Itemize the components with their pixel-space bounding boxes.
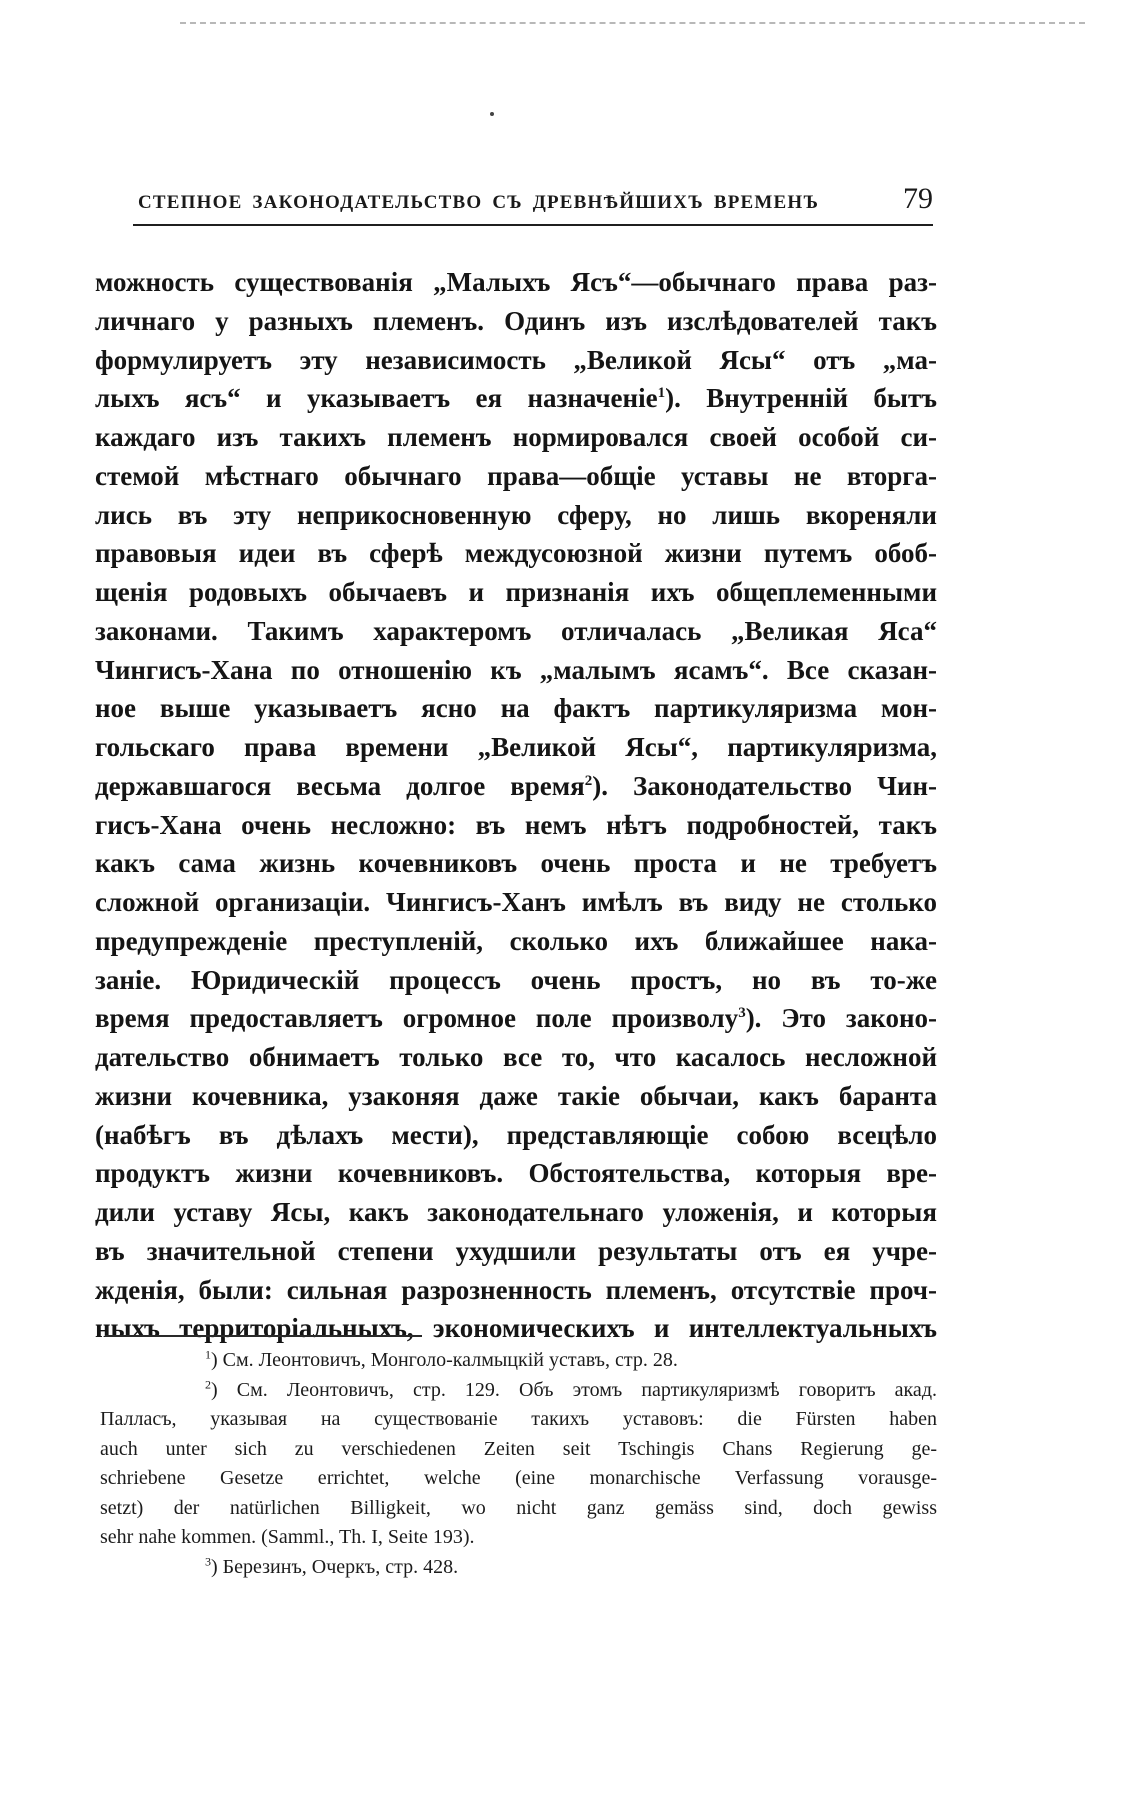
text-line — [95, 767, 937, 806]
text-line — [95, 379, 937, 418]
text-line: продуктъ жизни кочевниковъ. Обстоятельства, которыя вре- — [95, 1158, 937, 1189]
text-segment: ). Это законо- — [745, 1003, 937, 1034]
footnote-number: 2 — [205, 1376, 211, 1391]
page-number: 79 — [903, 182, 933, 215]
text-line: жденія, были: сильная разрозненность племенъ, отсутствіе проч- — [95, 1274, 937, 1305]
header-rule — [133, 224, 933, 226]
text-line: предупрежденіе преступленій, сколько ихъ ближайшее нака- — [95, 925, 937, 956]
text-line: сложной организаціи. Чингисъ-Ханъ имѣлъ въ виду не столько — [95, 887, 937, 917]
footnote-line: sehr nahe kommen. (Samml., Th. I, Seite 193). — [100, 1526, 475, 1548]
footnote-text: ) Березинъ, Очеркъ, стр. 428. — [211, 1555, 459, 1578]
text-segment: лыхъ ясъ“ и указываетъ ея назначеніе — [95, 383, 658, 414]
footnotes — [100, 1346, 937, 1582]
text-line: гисъ-Хана очень несложно: въ немъ нѣтъ подробностей, такъ — [95, 809, 937, 840]
footnote-line: Палласъ, указывая на существованіе такихъ уставовъ: die Fürsten haben — [100, 1408, 937, 1430]
text-line: жизни кочевника, узаконяя даже такіе обычаи, какъ баранта — [95, 1080, 937, 1111]
footnote-text: ) См. Леонтовичъ, Монголо-калмыцкій уставъ, стр. 28. — [211, 1349, 678, 1371]
main-text — [95, 263, 937, 1348]
footnote-ref-3[interactable]: 3 — [738, 1005, 746, 1022]
text-line: формулируетъ эту независимость „Великой Ясы“ отъ „ма- — [95, 344, 937, 375]
print-speck — [490, 112, 494, 116]
text-line: заніе. Юридическій процессъ очень простъ, но въ то-же — [95, 964, 937, 995]
footnote-number: 3 — [205, 1553, 211, 1568]
page-header — [133, 182, 933, 226]
text-line: въ значительной степени ухудшили результаты отъ ея учре- — [95, 1235, 937, 1266]
text-line: щенія родовыхъ обычаевъ и признанія ихъ общеплеменными — [95, 577, 937, 607]
footnote-separator — [105, 1335, 422, 1337]
text-line: ное выше указываетъ ясно на фактъ партикуляризма мон- — [95, 693, 937, 724]
text-segment: державшагося весьма долгое время — [95, 770, 585, 801]
text-line: каждаго изъ такихъ племенъ нормировался своей особой си- — [95, 422, 937, 452]
text-line: законами. Такимъ характеромъ отличалась „Великая Яса“ — [95, 615, 937, 646]
footnote-1 — [100, 1346, 937, 1376]
footnote-line: schriebene Gesetze errichtet, welche (eine monarchische Verfassung vorausge- — [100, 1467, 937, 1489]
footnote-ref-2[interactable]: 2 — [584, 772, 593, 789]
text-line: какъ сама жизнь кочевниковъ очень проста и не требуетъ — [95, 848, 937, 879]
text-line: (набѣгъ въ дѣлахъ мести), представляющіе собою всецѣло — [95, 1119, 937, 1150]
text-line: дили уставу Ясы, какъ законодательнаго уложенія, и которыя — [95, 1197, 937, 1227]
footnote-2 — [100, 1376, 937, 1406]
footnote-3 — [100, 1553, 937, 1583]
text-line: ныхъ территоріальныхъ, экономическихъ и интеллектуальныхъ — [95, 1313, 937, 1344]
text-line: дательство обнимаетъ только все то, что касалось несложной — [95, 1042, 937, 1072]
text-line: личнаго у разныхъ племенъ. Одинъ изъ изслѣдователей такъ — [95, 305, 937, 336]
text-segment: время предоставляетъ огромное поле произволу — [95, 1003, 739, 1034]
text-segment: ). Законодательство Чин- — [592, 770, 937, 801]
text-line: Чингисъ-Хана по отношенію къ „малымъ ясамъ“. Все сказан- — [95, 654, 937, 685]
footnote-text: ) См. Леонтовичъ, стр. 129. Объ этомъ партикуляризмѣ говоритъ акад. — [211, 1378, 937, 1401]
text-line — [95, 999, 937, 1038]
footnote-number: 1 — [205, 1347, 211, 1362]
footnote-line: auch unter sich zu verschiedenen Zeiten seit Tschingis Chans Regierung ge- — [100, 1437, 937, 1460]
text-segment: ). Внутренній бытъ — [665, 383, 937, 414]
footnote-line: setzt) der natürlichen Billigkeit, wo nicht ganz gemäss sind, doch gewiss — [100, 1496, 937, 1519]
text-line: лись въ эту неприкосновенную сферу, но лишь вкореняли — [95, 499, 937, 530]
footnote-ref-1[interactable]: 1 — [657, 385, 666, 402]
text-line: стемой мѣстнаго обычнаго права—общіе уставы не вторга- — [95, 460, 937, 491]
text-line: можность существованія „Малыхъ Ясъ“—обычнаго права раз- — [95, 267, 937, 297]
running-head: СТЕПНОЕ ЗАКОНОДАТЕЛЬСТВО СЪ ДРЕВНѢЙШИХЪ ВРЕМЕНЪ — [138, 192, 820, 213]
text-line: правовыя идеи въ сферѣ междусоюзной жизни путемъ обоб- — [95, 538, 937, 569]
top-edge-rule — [180, 22, 1085, 24]
text-line: гольскаго права времени „Великой Ясы“, партикуляризма, — [95, 732, 937, 762]
